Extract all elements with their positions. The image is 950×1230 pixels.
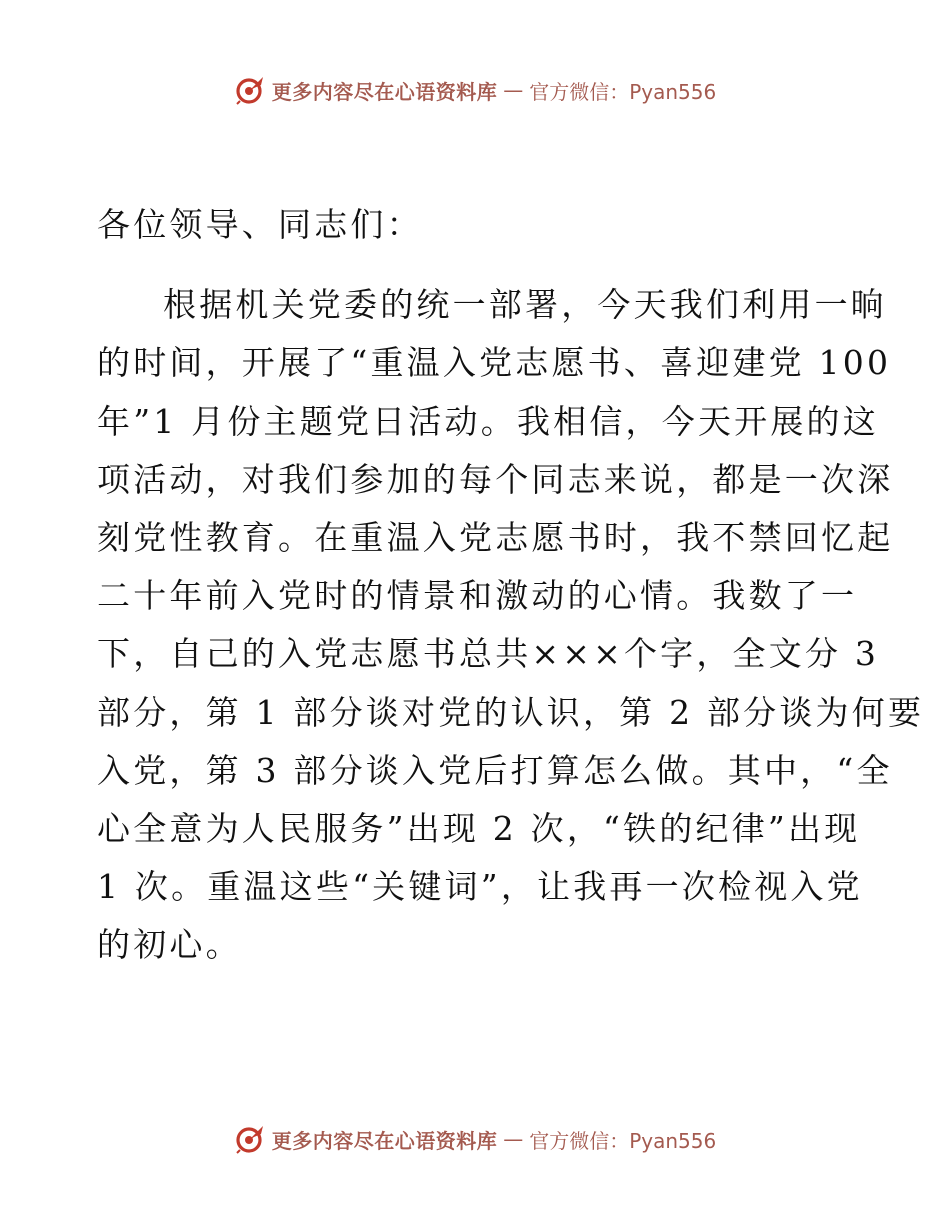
footer-banner bbox=[0, 1119, 950, 1159]
paragraph-line: 的时间，开展了“重温入党志愿书、喜迎建党 100 bbox=[97, 343, 892, 383]
banner-dash: — bbox=[503, 1127, 524, 1151]
paragraph-line: 入党，第 3 部分谈入党后打算怎么做。其中，“全 bbox=[97, 750, 893, 790]
banner-wechat: 官方微信：Pyan556 bbox=[529, 1128, 717, 1153]
paragraph-line: 年”1 月份主题党日活动。我相信，今天开展的这 bbox=[97, 401, 879, 441]
banner-dash: — bbox=[503, 78, 524, 102]
banner-title: 更多内容尽在心语资料库 bbox=[271, 1128, 498, 1153]
paragraph-line: 二十年前入党时的情景和激动的心情。我数了一 bbox=[97, 576, 858, 616]
paragraph-line: 心全意为人民服务”出现 2 次，“铁的纪律”出现 bbox=[97, 808, 861, 848]
paragraph-line: 刻党性教育。在重温入党志愿书时，我不禁回忆起 bbox=[97, 517, 894, 557]
greeting: 各位领导、同志们： bbox=[97, 205, 423, 244]
paragraph-line: 下，自己的入党志愿书总共×××个字，全文分 3 bbox=[97, 634, 880, 674]
quill-pen-logo-icon bbox=[234, 1123, 266, 1155]
paragraph-line: 项活动，对我们参加的每个同志来说，都是一次深 bbox=[97, 459, 894, 499]
document-body bbox=[97, 196, 925, 974]
paragraph-line: 1 次。重温这些“关键词”，让我再一次检视入党 bbox=[97, 867, 863, 907]
header-banner bbox=[0, 70, 950, 110]
banner-wechat: 官方微信：Pyan556 bbox=[529, 79, 717, 104]
banner-title: 更多内容尽在心语资料库 bbox=[271, 79, 498, 104]
quill-pen-logo-icon bbox=[234, 74, 266, 106]
paragraph-line: 的初心。 bbox=[97, 925, 242, 965]
paragraph-line: 根据机关党委的统一部署，今天我们利用一晌 bbox=[163, 285, 887, 325]
paragraph-line: 部分，第 1 部分谈对党的认识，第 2 部分谈为何要 bbox=[97, 692, 925, 732]
